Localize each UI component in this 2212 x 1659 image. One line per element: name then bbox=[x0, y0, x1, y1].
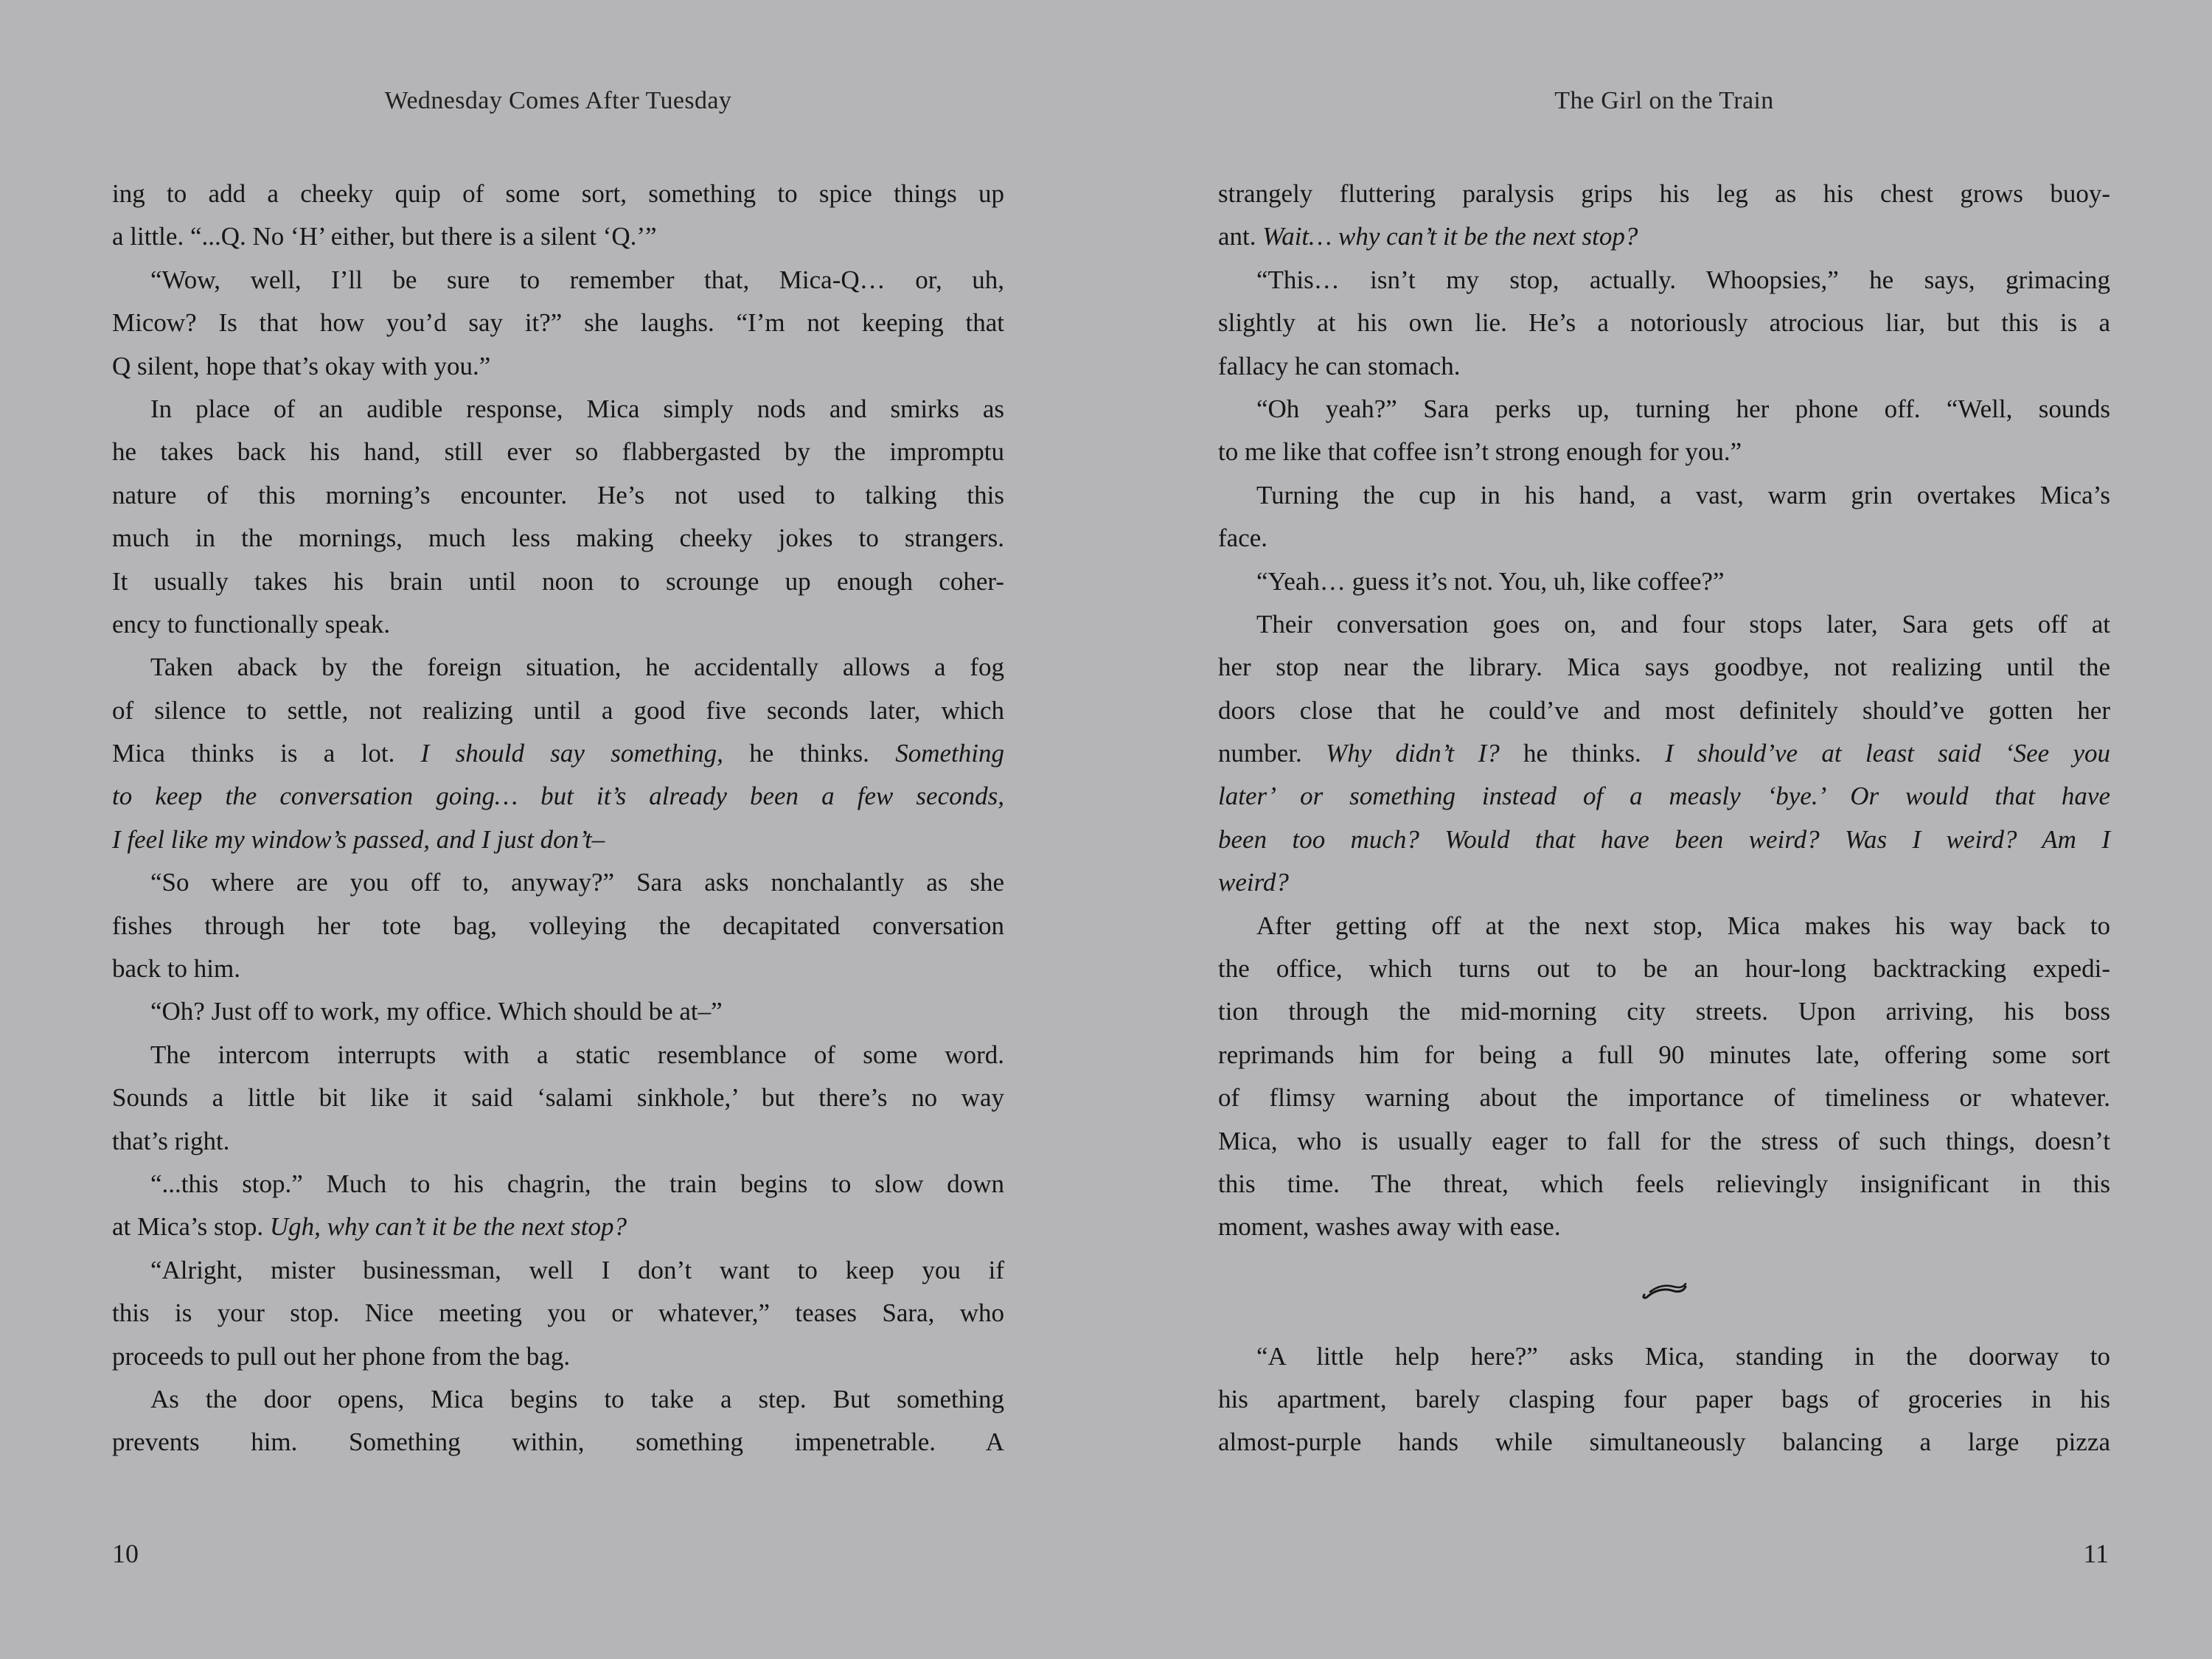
text-line: weird? bbox=[1218, 868, 1289, 897]
text-line: prevents him. Something within, something impenetrable. A bbox=[112, 1427, 1004, 1457]
left-page bbox=[112, 0, 1004, 1659]
text-line: In place of an audible response, Mica simply nods and smirks as bbox=[150, 394, 1004, 423]
text-line: back to him. bbox=[112, 954, 240, 984]
text-line: “So where are you off to, anyway?” Sara asks nonchalantly as she bbox=[150, 868, 1004, 897]
text-line: reprimands him for being a full 90 minutes late, offering some sort bbox=[1218, 1040, 2110, 1069]
running-head-right: The Girl on the Train bbox=[1554, 87, 1774, 114]
text-line: I feel like my window’s passed, and I just don’t– bbox=[112, 824, 605, 854]
text-line: later’ or something instead of a measly ‘bye.’ Or would that have bbox=[1218, 782, 2110, 811]
text-line: this time. The threat, which feels relievingly insignificant in this bbox=[1218, 1169, 2110, 1198]
text-line: he takes back his hand, still ever so flabbergasted by the impromptu bbox=[112, 437, 1004, 467]
text-line: proceeds to pull out her phone from the bag. bbox=[112, 1341, 571, 1371]
text-line: “Oh? Just off to work, my office. Which should be at–” bbox=[150, 997, 723, 1026]
text-line: strangely fluttering paralysis grips his leg as his chest grows buoy- bbox=[1218, 179, 2110, 208]
text-line: tion through the mid-morning city streets. Upon arriving, his boss bbox=[1218, 997, 2110, 1026]
text-line: of flimsy warning about the importance of timeliness or whatever. bbox=[1218, 1083, 2110, 1113]
right-page-body bbox=[1218, 173, 2110, 1464]
text-line: this is your stop. Nice meeting you or whatever,” teases Sara, who bbox=[112, 1298, 1004, 1328]
text-line: Turning the cup in his hand, a vast, warm grin overtakes Mica’s bbox=[1256, 480, 2110, 509]
page-number-left: 10 bbox=[112, 1539, 139, 1568]
text-line: “...this stop.” Much to his chagrin, the train begins to slow down bbox=[150, 1169, 1004, 1198]
text-line: Taken aback by the foreign situation, he accidentally allows a fog bbox=[150, 653, 1004, 682]
text-line: Sounds a little bit like it said ‘salami sinkhole,’ but there’s no way bbox=[112, 1083, 1004, 1113]
text-line: After getting off at the next stop, Mica makes his way back to bbox=[1256, 911, 2110, 940]
text-line: Q silent, hope that’s okay with you.” bbox=[112, 351, 491, 380]
text-line: at Mica’s stop. Ugh, why can’t it be the next stop? bbox=[112, 1212, 627, 1242]
text-line: Micow? Is that how you’d say it?” she laughs. “I’m not keeping that bbox=[112, 308, 1004, 338]
text-line: ing to add a cheeky quip of some sort, something to spice things up bbox=[112, 179, 1004, 208]
text-line: It usually takes his brain until noon to scrounge up enough coher- bbox=[112, 566, 1004, 596]
text-line: a little. “...Q. No ‘H’ either, but there is a silent ‘Q.’” bbox=[112, 222, 657, 251]
text-line: nature of this morning’s encounter. He’s not used to talking this bbox=[112, 480, 1004, 509]
text-line: much in the mornings, much less making cheeky jokes to strangers. bbox=[112, 524, 1004, 553]
text-line: The intercom interrupts with a static resemblance of some word. bbox=[150, 1040, 1004, 1069]
text-line: “A little help here?” asks Mica, standing in the doorway to bbox=[1256, 1341, 2110, 1371]
right-page bbox=[1218, 0, 2110, 1659]
text-line: “Oh yeah?” Sara perks up, turning her phone off. “Well, sounds bbox=[1256, 394, 2110, 423]
text-line: almost-purple hands while simultaneously balancing a large pizza bbox=[1218, 1427, 2110, 1457]
text-line: ant. Wait… why can’t it be the next stop? bbox=[1218, 222, 1638, 251]
text-line: of silence to settle, not realizing until a good five seconds later, which bbox=[112, 695, 1004, 725]
text-line: number. Why didn’t I? he thinks. I should’ve at least said ‘See you bbox=[1218, 739, 2111, 768]
text-line: slightly at his own lie. He’s a notoriously atrocious liar, but this is a bbox=[1218, 308, 2110, 338]
section-break-ornament-icon bbox=[1218, 1249, 2110, 1335]
text-line: been too much? Would that have been weird? Was I weird? Am I bbox=[1218, 824, 2110, 854]
text-line: “Wow, well, I’ll be sure to remember that, Mica-Q… or, uh, bbox=[150, 265, 1004, 294]
left-page-body bbox=[112, 173, 1004, 1464]
page-number-right: 11 bbox=[2083, 1539, 2109, 1568]
text-line: face. bbox=[1218, 524, 1268, 553]
text-line: fishes through her tote bag, volleying the decapitated conversation bbox=[112, 911, 1004, 940]
text-line: doors close that he could’ve and most definitely should’ve gotten her bbox=[1218, 695, 2110, 725]
text-line: As the door opens, Mica begins to take a step. But something bbox=[150, 1384, 1004, 1413]
text-line: his apartment, barely clasping four paper bags of groceries in his bbox=[1218, 1384, 2110, 1413]
text-line: moment, washes away with ease. bbox=[1218, 1212, 1561, 1242]
text-line: fallacy he can stomach. bbox=[1218, 351, 1461, 380]
text-line: Mica, who is usually eager to fall for the stress of such things, doesn’t bbox=[1218, 1126, 2110, 1155]
text-line: the office, which turns out to be an hour-long backtracking expedi- bbox=[1218, 954, 2110, 984]
text-line: ency to functionally speak. bbox=[112, 609, 391, 639]
text-line: that’s right. bbox=[112, 1126, 230, 1155]
running-head-left: Wednesday Comes After Tuesday bbox=[384, 87, 732, 114]
text-line: “This… isn’t my stop, actually. Whoopsies,” he says, grimacing bbox=[1256, 265, 2110, 294]
text-line: to me like that coffee isn’t strong enough for you.” bbox=[1218, 437, 1742, 467]
text-line: “Yeah… guess it’s not. You, uh, like coffee?” bbox=[1256, 566, 1725, 596]
text-line: to keep the conversation going… but it’s already been a few seconds, bbox=[112, 782, 1004, 811]
text-line: Their conversation goes on, and four stops later, Sara gets off at bbox=[1256, 609, 2110, 639]
text-line: Mica thinks is a lot. I should say something, he thinks. Something bbox=[112, 739, 1004, 768]
text-line: her stop near the library. Mica says goodbye, not realizing until the bbox=[1218, 653, 2110, 682]
text-line: “Alright, mister businessman, well I don’t want to keep you if bbox=[150, 1255, 1004, 1284]
